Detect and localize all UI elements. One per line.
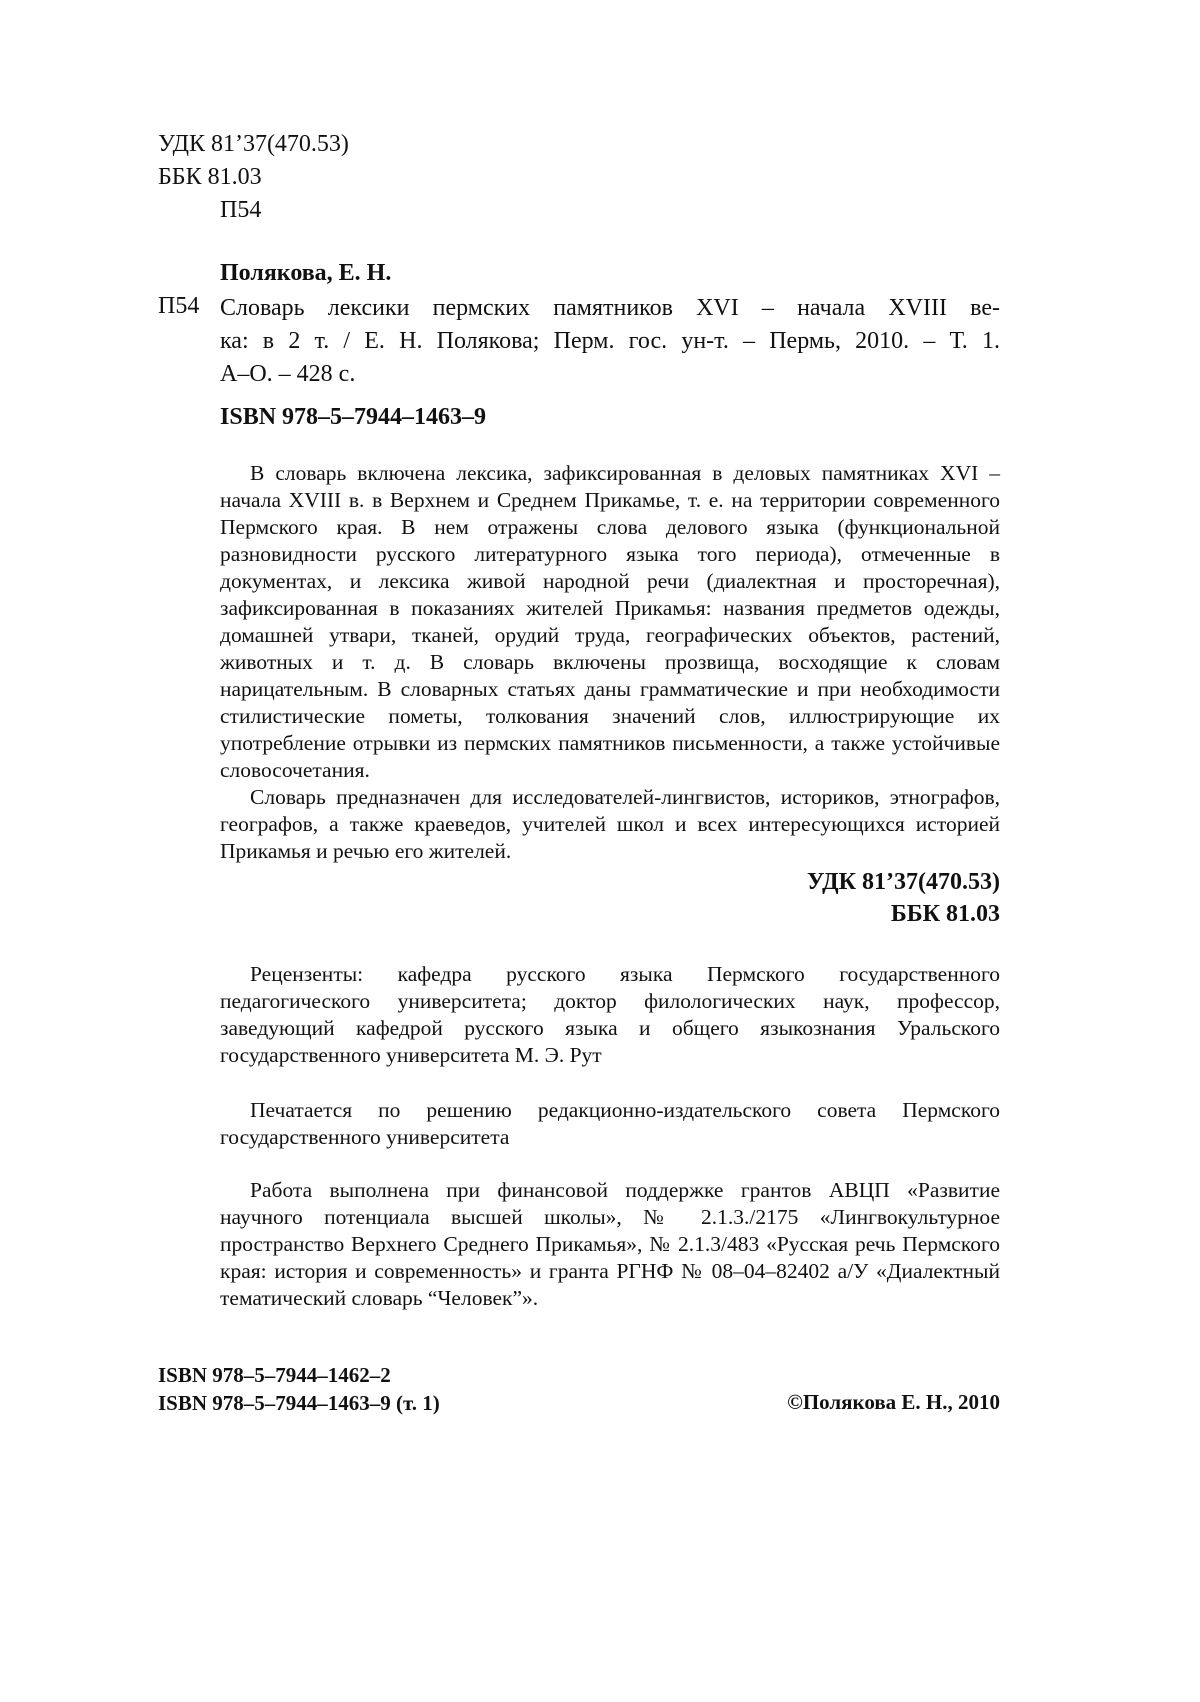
footer-isbn-set: ISBN 978–5–7944–1462–2 <box>158 1363 391 1387</box>
entry-author: Полякова, Е. Н. <box>220 260 392 286</box>
reviewers-text: Рецензенты: кафедра русского языка Пермского государственного педагогического университета; доктор филологических наук, профессор, заведующий кафедрой русского языка и общего языкознания Уральского государственного университета М. Э. Рут <box>220 962 1000 1067</box>
entry-code: П54 <box>158 293 200 319</box>
abstract-bbk: ББК 81.03 <box>890 901 1000 927</box>
abstract-paragraph: Словарь предназначен для исследователей-лингвистов, историков, этнографов, географов, а также краеведов, учителей школ и всех интересующихся историей Прикамья и речью его жителей. <box>220 785 1000 863</box>
header-udk: УДК 81’37(470.53) <box>158 131 349 157</box>
entry-line: А–О. – 428 с. <box>220 361 356 387</box>
copyright: ©Полякова Е. Н., 2010 <box>787 1390 1000 1414</box>
abstract <box>220 460 1000 865</box>
abstract-paragraph: В словарь включена лексика, зафиксированная в деловых памятниках XVI – начала XVIII в. в Верхнем и Среднем Прикамье, т. е. на территории современного Пермского края. В нем отражены слова делового языка (функциональной разновидности русского литературного языка того периода), отмеченные в документах, и лексика живой народной речи (диалектная и просторечная), зафиксированная в показаниях жителей Прикамья: названия предметов одежды, домашней утвари, тканей, орудий труда, географических объектов, растений, животных и т. д. В словарь включены прозвища, восходящие к словам нарицательным. В словарных статьях даны грамматические и при необходимости стилистические пометы, толкования значений слов, иллюстрирующие их употребление отрывки из пермских памятников письменности, а также устойчивые словосочетания. <box>220 461 1000 782</box>
entry-description <box>220 292 1000 391</box>
header-code: П54 <box>220 197 262 223</box>
footer-isbn-volume: ISBN 978–5–7944–1463–9 (т. 1) <box>158 1391 440 1415</box>
publication-note-text: Печатается по решению редакционно-издательского совета Пермского государственного университета <box>220 1098 1000 1149</box>
entry-line: Словарь лексики пермских памятников XVI – начала XVIII ве- <box>220 295 1000 321</box>
publication-note <box>220 1097 1000 1151</box>
funding-note-text: Работа выполнена при финансовой поддержке грантов АВЦП «Развитие научного потенциала высшей школы», № 2.1.3./2175 «Лингвокультурное пространство Верхнего Среднего Прикамья», № 2.1.3/483 «Русская речь Пермского края: история и современность» и гранта РГНФ № 08–04–82402 а/У «Диалектный тематический словарь “Человек”». <box>220 1178 1000 1310</box>
entry-line: ка: в 2 т. / Е. Н. Полякова; Перм. гос. ун-т. – Пермь, 2010. – Т. 1. <box>220 328 1000 354</box>
entry-isbn: ISBN 978–5–7944–1463–9 <box>220 404 487 430</box>
header-bbk: ББК 81.03 <box>158 164 262 190</box>
abstract-udk: УДК 81’37(470.53) <box>806 869 1000 895</box>
funding-note <box>220 1177 1000 1312</box>
reviewers <box>220 961 1000 1069</box>
